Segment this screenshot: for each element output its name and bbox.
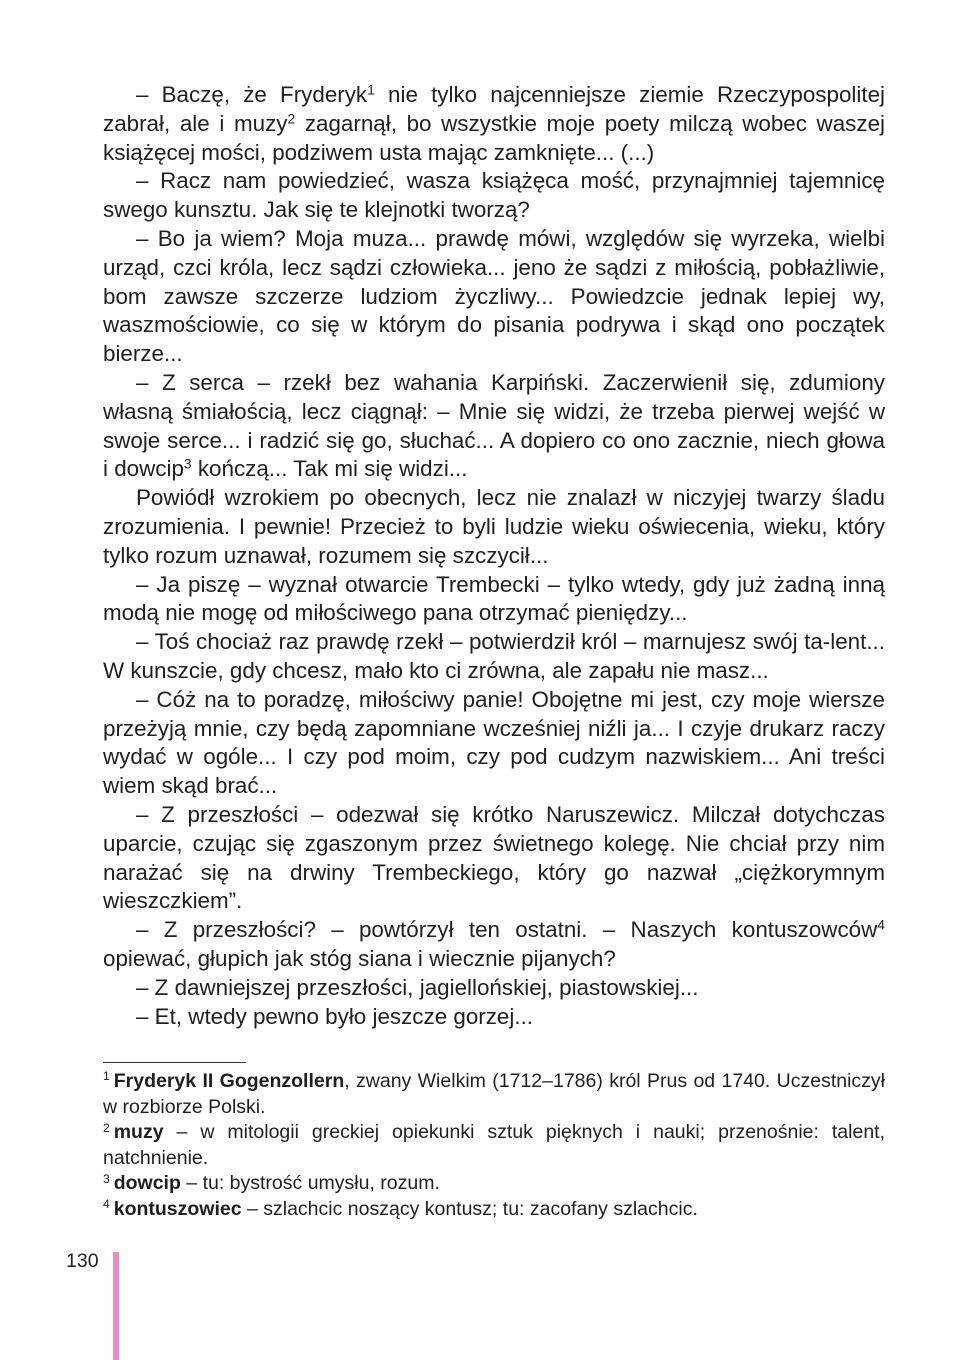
paragraph (103, 571, 885, 629)
footnote (103, 1069, 885, 1120)
footnotes (103, 1069, 885, 1223)
paragraph-text: – Z przeszłości? – powtórzył ten ostatni. – Naszych kontuszowców (136, 917, 878, 943)
footnote-term: dowcip (113, 1172, 181, 1195)
paragraph-text: Powiódł wzrokiem po obecnych, lecz nie znalazł w niczyjej twarzy śladu zrozumienia. I pewnie! Przecież to byli ludzie wieku oświecenia, wieku, który tylko rozum uznawał, rozumem się szczycił... (103, 485, 885, 568)
footnote-text: – w mitologii greckiej opiekunki sztuk pięknych i nauki; przenośnie: talent, natchnienie. (103, 1121, 885, 1169)
footnote-ref: 4 (877, 916, 885, 933)
paragraph-text: zagarnął, bo wszystkie moje poety milczą wobec waszej książęcej mości, podziwem usta mając zamknięte... (...) (103, 110, 885, 165)
paragraph (103, 369, 885, 484)
paragraph (103, 686, 885, 801)
paragraph (103, 1003, 885, 1032)
footnote-term: muzy (113, 1121, 164, 1144)
footnote-ref: 3 (183, 455, 192, 472)
paragraph-text: – Bo ja wiem? Moja muza... prawdę mówi, względów się wyrzeka, wielbi urząd, czci króla, lecz sądzi człowieka... jeno że sądzi z miłością, pobłażliwie, bom zawsze szczerze ludziom życzliwy... Powiedzcie jednak lepiej wy, waszmościowie, co się w którym do pisania podrywa i skąd ono początek bierze... (103, 225, 885, 367)
footnote (103, 1120, 885, 1171)
paragraph-text: – Baczę, że Fryderyk (136, 82, 368, 107)
page-number: 130 (66, 1250, 99, 1272)
footnote-ref: 1 (367, 81, 375, 98)
paragraph-text: – Cóż na to poradzę, miłościwy panie! Obojętne mi jest, czy moje wiersze przeżyją mnie, czy będą zapomniane wcześniej niźli ja... I czyje drukarz raczy wydać w ogóle... I czy pod moim, czy pod cudzym nazwiskiem... Ani treści wiem skąd brać... (103, 686, 885, 799)
paragraph (103, 167, 885, 225)
paragraph (103, 484, 885, 570)
footnote-text: , zwany Wielkim (1712–1786) król Prus od 1740. Uczestniczył w rozbiorze Polski. (103, 1070, 885, 1118)
footnote-text: – szlachcic noszący kontusz; tu: zacofany szlachcic. (241, 1197, 698, 1220)
paragraph-text: – Ja piszę – wyznał otwarcie Trembecki – tylko wtedy, gdy już żadną inną modą nie mogę od miłościwego pana otrzymać pieniędzy... (103, 571, 885, 626)
footnote (103, 1197, 885, 1223)
paragraph (103, 81, 885, 167)
paragraph-text: – Z dawniejszej przeszłości, jagiellońskiej, piastowskiej... (136, 974, 699, 1000)
paragraph-text: – Z serca – rzekł bez wahania Karpiński. Zaczerwienił się, zdumiony własną śmiałością, lecz ciągnął: – Mnie się widzi, że trzeba pierwej wejść w swoje serce... i radzić się go, słuchać... A dopiero co ono zacznie, niech głowa i dowcip (103, 369, 885, 482)
paragraph (103, 225, 885, 369)
paragraph-text: – Toś chociaż raz prawdę rzekł – potwierdził król – marnujesz swój ta-lent... W kunszcie, gdy chcesz, mało kto ci zrówna, ale zapału nie masz... (103, 629, 885, 683)
footnote-term: Fryderyk II Gogenzollern (113, 1070, 345, 1092)
footnote (103, 1171, 885, 1197)
footnote-divider (103, 1062, 246, 1063)
footnote-term: kontuszowiec (113, 1197, 242, 1220)
paragraph-text: – Z przeszłości – odezwał się krótko Naruszewicz. Milczał dotychczas uparcie, czując się zgaszonym przez świetnego kolegę. Nie chciał przy nim narażać się na drwiny Trembeckiego, który go nazwał „ciężkorymnym wieszczkiem”. (103, 801, 885, 914)
paragraph (103, 801, 885, 916)
paragraph-text: kończą... Tak mi się widzi... (191, 456, 468, 482)
paragraph-text: – Racz nam powiedzieć, wasza książęca mość, przynajmniej tajemnicę swego kunsztu. Jak się te klejnotki tworzą? (103, 168, 885, 223)
footnote-ref: 2 (287, 110, 296, 127)
footnote-text: – tu: bystrość umysłu, rozum. (180, 1172, 440, 1195)
paragraph-text: – Et, wtedy pewno było jeszcze gorzej... (136, 1003, 534, 1029)
main-text (103, 81, 885, 1031)
page-accent-bar (113, 1252, 119, 1360)
paragraph-text: nie tylko najcenniejsze ziemie Rzeczypospolitej zabrał, ale i muzy (103, 82, 885, 136)
paragraph-text: opiewać, głupich jak stóg siana i wiecznie pijanych? (103, 945, 616, 971)
footnote-number: 1 (103, 1069, 110, 1084)
footnote-number: 3 (103, 1171, 110, 1186)
footnote-number: 2 (103, 1120, 110, 1135)
footnote-number: 4 (103, 1197, 110, 1212)
paragraph (103, 628, 885, 686)
paragraph (103, 916, 885, 974)
paragraph (103, 974, 885, 1003)
